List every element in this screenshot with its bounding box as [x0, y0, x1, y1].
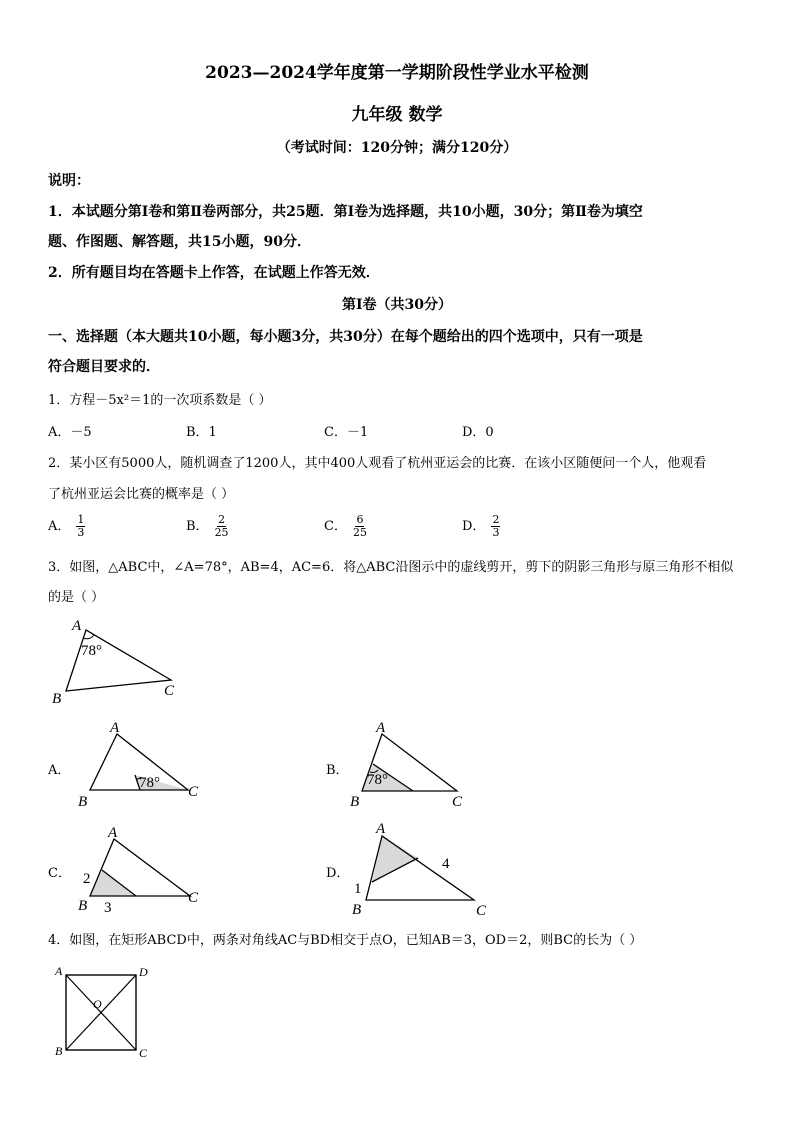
q2-option-c: [324, 514, 367, 539]
exam-info: （考试时间：120分钟；满分120分）: [276, 140, 518, 156]
vertex-label-d: D: [139, 965, 148, 979]
part-heading-line1: 一、选择题（本大题共10小题，每小题3分，共30分）在每个题给出的四个选项中，只有一项是: [48, 329, 643, 345]
q1-option-b: B．1: [186, 425, 217, 440]
q2-option-d-label: D．: [462, 519, 486, 534]
q3-stem-line2: 的是（ ）: [48, 590, 105, 605]
q2-stem-line2: 了杭州亚运会比赛的概率是（ ）: [48, 487, 235, 502]
instructions-item1-line2: 题、作图题、解答题，共15小题，90分．: [48, 234, 311, 250]
q3-stem-line1: 3．如图，△ABC中，∠A=78°，AB=4，AC=6．将△ABC沿图示中的虚线剪开，剪下的阴影三角形与原三角形不相似: [48, 560, 734, 575]
q2-option-c-fraction: [353, 514, 367, 539]
segment-label-3: 3: [104, 900, 112, 916]
shaded-triangle: [90, 870, 136, 896]
fraction-denominator: 25: [214, 526, 229, 539]
vertex-label-a: A: [110, 720, 120, 736]
vertex-label-b: B: [55, 1044, 63, 1058]
vertex-label-a: A: [72, 618, 82, 634]
exam-title: 2023—2024学年度第一学期阶段性学业水平检测: [205, 63, 589, 83]
center-label-o: O: [93, 997, 102, 1011]
q3-option-b-figure: [346, 716, 476, 812]
angle-label: 78°: [139, 775, 160, 791]
vertex-label-c: C: [188, 784, 199, 800]
q3-option-a-label: A．: [48, 763, 71, 778]
q3-option-d-label: D．: [326, 866, 350, 881]
q3-main-figure: [46, 614, 196, 708]
vertex-label-a: A: [55, 964, 63, 978]
q2-stem-line1: 2．某小区有5000人，随机调查了1200人，其中400人观看了杭州亚运会的比赛．在该小区随便问一个人，他观看: [48, 456, 707, 471]
segment-label-4: 4: [442, 856, 450, 872]
instructions-item1-line1: 1．本试题分第Ⅰ卷和第Ⅱ卷两部分，共25题．第Ⅰ卷为选择题，共10小题，30分；第Ⅱ卷为填空: [48, 204, 643, 220]
segment-label-1: 1: [354, 881, 362, 897]
shaded-triangle: [372, 836, 418, 882]
fraction-denominator: 3: [77, 526, 85, 539]
q1-option-a: A．－5: [48, 425, 92, 440]
vertex-label-c: C: [476, 903, 487, 918]
vertex-label-c: C: [452, 794, 463, 810]
vertex-label-c: C: [139, 1046, 148, 1060]
instructions-heading: 说明：: [48, 173, 90, 189]
vertex-label-b: B: [52, 691, 62, 707]
q2-option-b-fraction: [215, 514, 229, 539]
q3-option-c-label: C．: [48, 866, 71, 881]
q2-option-a-label: A．: [48, 519, 71, 534]
q3-option-d-figure: [346, 818, 496, 918]
q1-stem: 1．方程－5x²＝1的一次项系数是（ ）: [48, 393, 272, 408]
q3-option-b-label: B．: [326, 763, 349, 778]
part-heading-line2: 符合题目要求的．: [48, 359, 160, 375]
q2-option-a-fraction: [76, 514, 85, 539]
fraction-numerator: 2: [492, 513, 500, 526]
vertex-label-a: A: [376, 720, 386, 736]
vertex-label-b: B: [350, 794, 360, 810]
q2-option-a: [48, 514, 85, 539]
vertex-label-b: B: [78, 898, 88, 914]
q3-option-a-figure: [72, 716, 212, 812]
angle-label: 78°: [367, 772, 388, 788]
vertex-label-a: A: [108, 825, 118, 841]
exam-subtitle: 九年级 数学: [351, 105, 443, 125]
q2-option-d: [462, 514, 500, 539]
q3-option-c-figure: [72, 820, 212, 916]
q2-option-b-label: B．: [186, 519, 209, 534]
fraction-denominator: 25: [352, 526, 367, 539]
fraction-numerator: 6: [356, 513, 364, 526]
segment-label-2: 2: [83, 871, 91, 887]
section-title: 第Ⅰ卷（共30分）: [341, 297, 453, 313]
q1-option-d: D．0: [462, 425, 494, 440]
vertex-label-b: B: [352, 902, 362, 918]
q2-option-c-label: C．: [324, 519, 347, 534]
main-triangle: [66, 630, 171, 691]
vertex-label-c: C: [188, 890, 199, 906]
vertex-label-b: B: [78, 794, 88, 810]
fraction-numerator: 1: [77, 513, 85, 526]
vertex-label-c: C: [164, 683, 175, 699]
q2-option-b: [186, 514, 229, 539]
instructions-item2: 2．所有题目均在答题卡上作答，在试题上作答无效．: [48, 265, 380, 281]
q2-option-d-fraction: [491, 514, 500, 539]
angle-label: 78°: [81, 643, 102, 659]
vertex-label-a: A: [376, 821, 386, 837]
q4-rectangle-figure: [50, 962, 160, 1064]
fraction-denominator: 3: [492, 526, 500, 539]
q4-stem: 4．如图，在矩形ABCD中，两条对角线AC与BD相交于点O，已知AB＝3，OD＝2，则BC的长为（ ）: [48, 933, 643, 948]
fraction-numerator: 2: [218, 513, 226, 526]
q1-option-c: C．－1: [324, 425, 369, 440]
